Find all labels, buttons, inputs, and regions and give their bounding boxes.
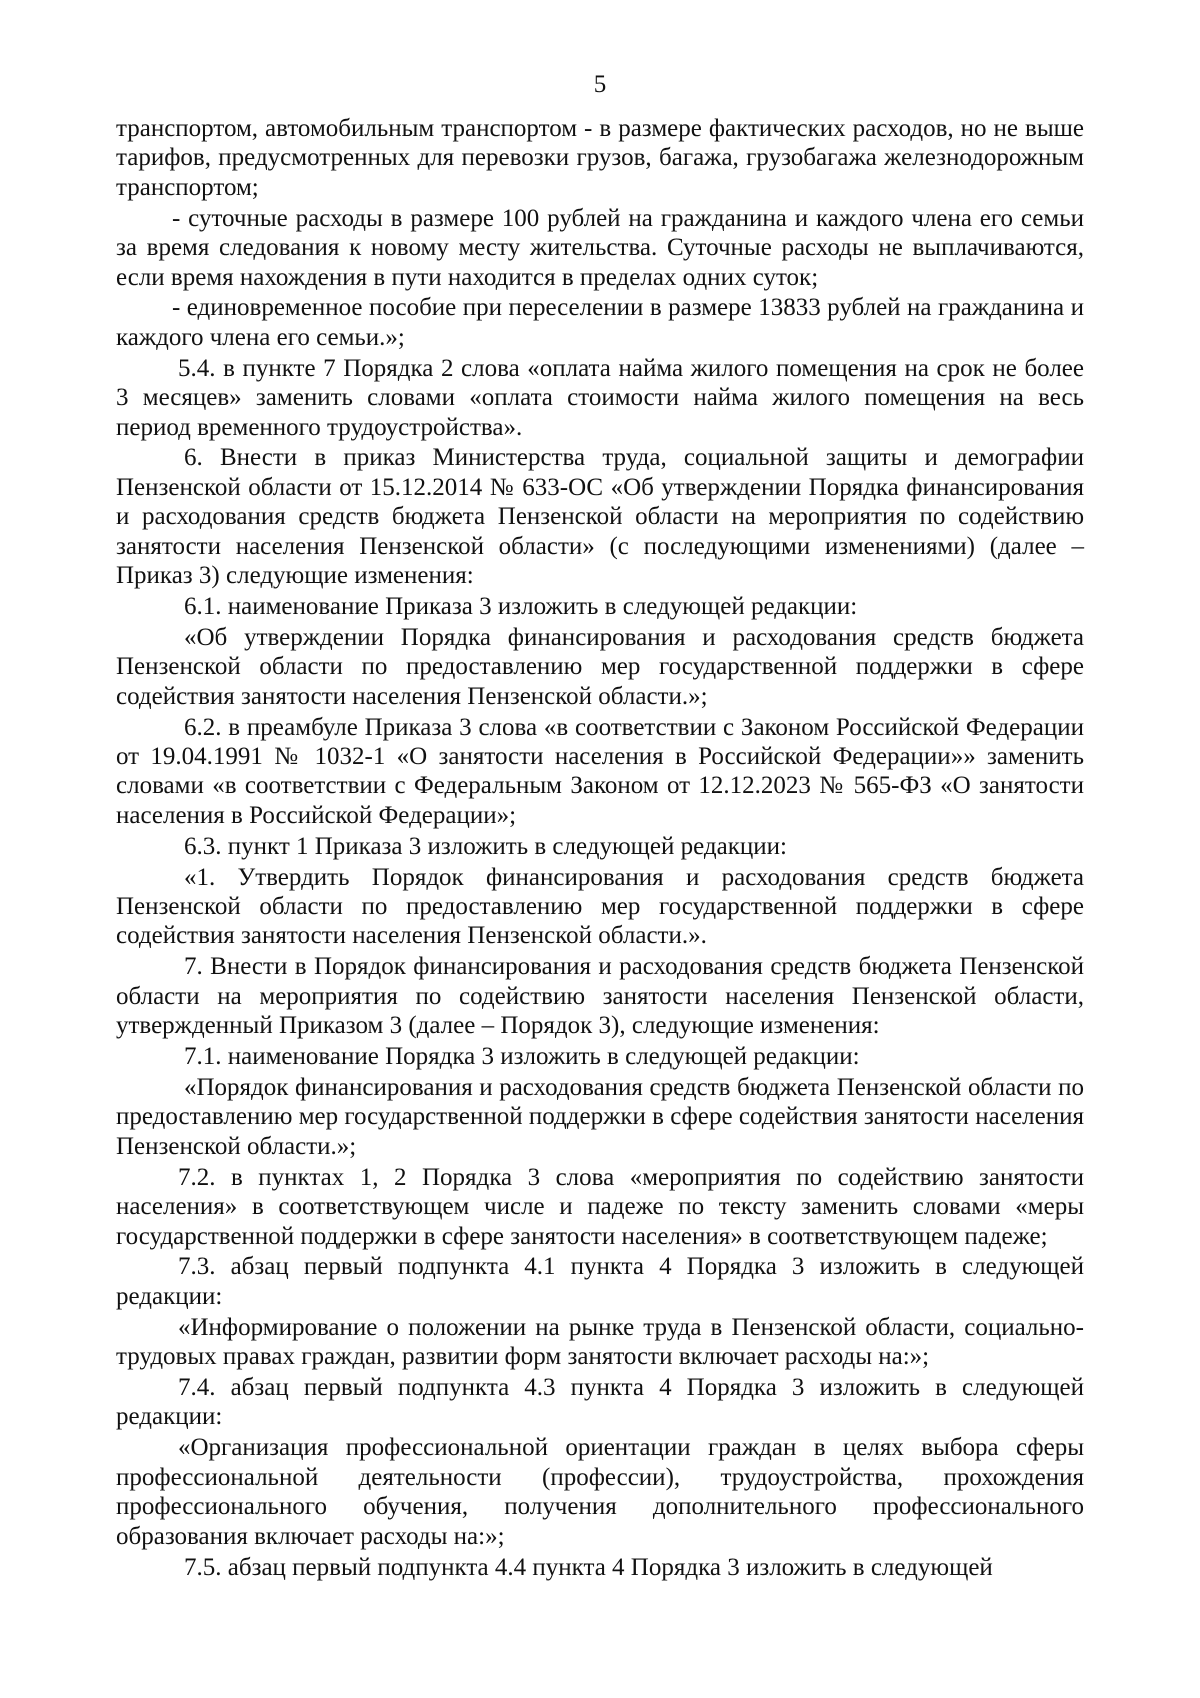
paragraph-7-1-quote: «Порядок финансирования и расходования средств бюджета Пензенской области по предоставлению мер государственной поддержки в сфере содействия занятости населения Пензенской области.»;: [116, 1074, 1084, 1160]
paragraph-6-2: 6.2. в преамбуле Приказа 3 слова «в соответствии с Законом Российской Федерации от 19.04.1991 № 1032-1 «О занятости населения в Российской Федерации»» заменить словами «в соответствии с Федеральным Законом от 12.12.2023 № 565-ФЗ «О занятости населения в Российской Федерации»;: [116, 713, 1084, 829]
paragraph-7-1: 7.1. наименование Порядка 3 изложить в следующей редакции:: [184, 1043, 860, 1071]
paragraph-7: 7. Внести в Порядок финансирования и расходования средств бюджета Пензенской области на мероприятия по содействию занятости населения Пензенской области, утвержденный Приказом 3 (далее – Порядок 3), следующие изменения:: [116, 953, 1084, 1040]
document-body: [116, 114, 1084, 1583]
paragraph-7-3: 7.3. абзац первый подпункта 4.1 пункта 4 Порядка 3 изложить в следующей редакции:: [116, 1253, 1084, 1310]
paragraph-5-4: 5.4. в пункте 7 Порядка 2 слова «оплата найма жилого помещения на срок не более 3 месяцев» заменить словами «оплата стоимости найма жилого помещения на весь период временного трудоустройства».: [116, 354, 1084, 441]
paragraph-6-1: 6.1. наименование Приказа 3 изложить в следующей редакции:: [184, 593, 858, 620]
paragraph-7-4-quote: «Организация профессиональной ориентации граждан в целях выбора сферы профессиональной деятельности (профессии), трудоустройства, прохождения профессионального обучения, получения дополнительного профессионального образования включает расходы на:»;: [116, 1434, 1084, 1550]
paragraph-6-1-quote: «Об утверждении Порядка финансирования и расходования средств бюджета Пензенской области по предоставлению мер государственной поддержки в сфере содействия занятости населения Пензенской области.»;: [116, 623, 1084, 710]
paragraph-7-4: 7.4. абзац первый подпункта 4.3 пункта 4 Порядка 3 изложить в следующей редакции:: [116, 1374, 1084, 1431]
paragraph-6-3-quote: «1. Утвердить Порядок финансирования и расходования средств бюджета Пензенской области по предоставлению мер государственной поддержки в сфере содействия занятости населения Пензенской области.».: [116, 863, 1084, 950]
paragraph-7-5: 7.5. абзац первый подпункта 4.4 пункта 4 Порядка 3 изложить в следующей: [184, 1553, 993, 1581]
paragraph-6: 6. Внести в приказ Министерства труда, социальной защиты и демографии Пензенской области от 15.12.2014 № 633-ОС «Об утверждении Порядка финансирования и расходования средств бюджета Пензенской области на мероприятия по содействию занятости населения Пензенской области» (с последующими изменениями) (далее – Приказ 3) следующие изменения:: [116, 444, 1084, 590]
page-number: 5: [593, 71, 607, 98]
paragraph-transport-continuation: транспортом, автомобильным транспортом - в размере фактических расходов, но не выше тарифов, предусмотренных для перевозки грузов, багажа, грузобагажа железнодорожным транспортом;: [116, 115, 1084, 201]
paragraph-7-2: 7.2. в пунктах 1, 2 Порядка 3 слова «мероприятия по содействию занятости населения» в соответствующем числе и падеже по тексту заменить словами «меры государственной поддержки в сфере занятости населения» в соответствующем падеже;: [116, 1163, 1084, 1250]
paragraph-6-3: 6.3. пункт 1 Приказа 3 изложить в следующей редакции:: [184, 832, 787, 860]
paragraph-relocation-allowance: - единовременное пособие при переселении в размере 13833 рублей на гражданина и каждого члена его семьи.»;: [116, 294, 1084, 351]
paragraph-7-3-quote: «Информирование о положении на рынке труда в Пензенской области, социально-трудовых правах граждан, развитии форм занятости включает расходы на:»;: [116, 1313, 1084, 1371]
paragraph-daily-expenses: - суточные расходы в размере 100 рублей на гражданина и каждого члена его семьи за время следования к новому месту жительства. Суточные расходы не выплачиваются, если время нахождения в пути находится в пределах одних суток;: [116, 204, 1084, 291]
